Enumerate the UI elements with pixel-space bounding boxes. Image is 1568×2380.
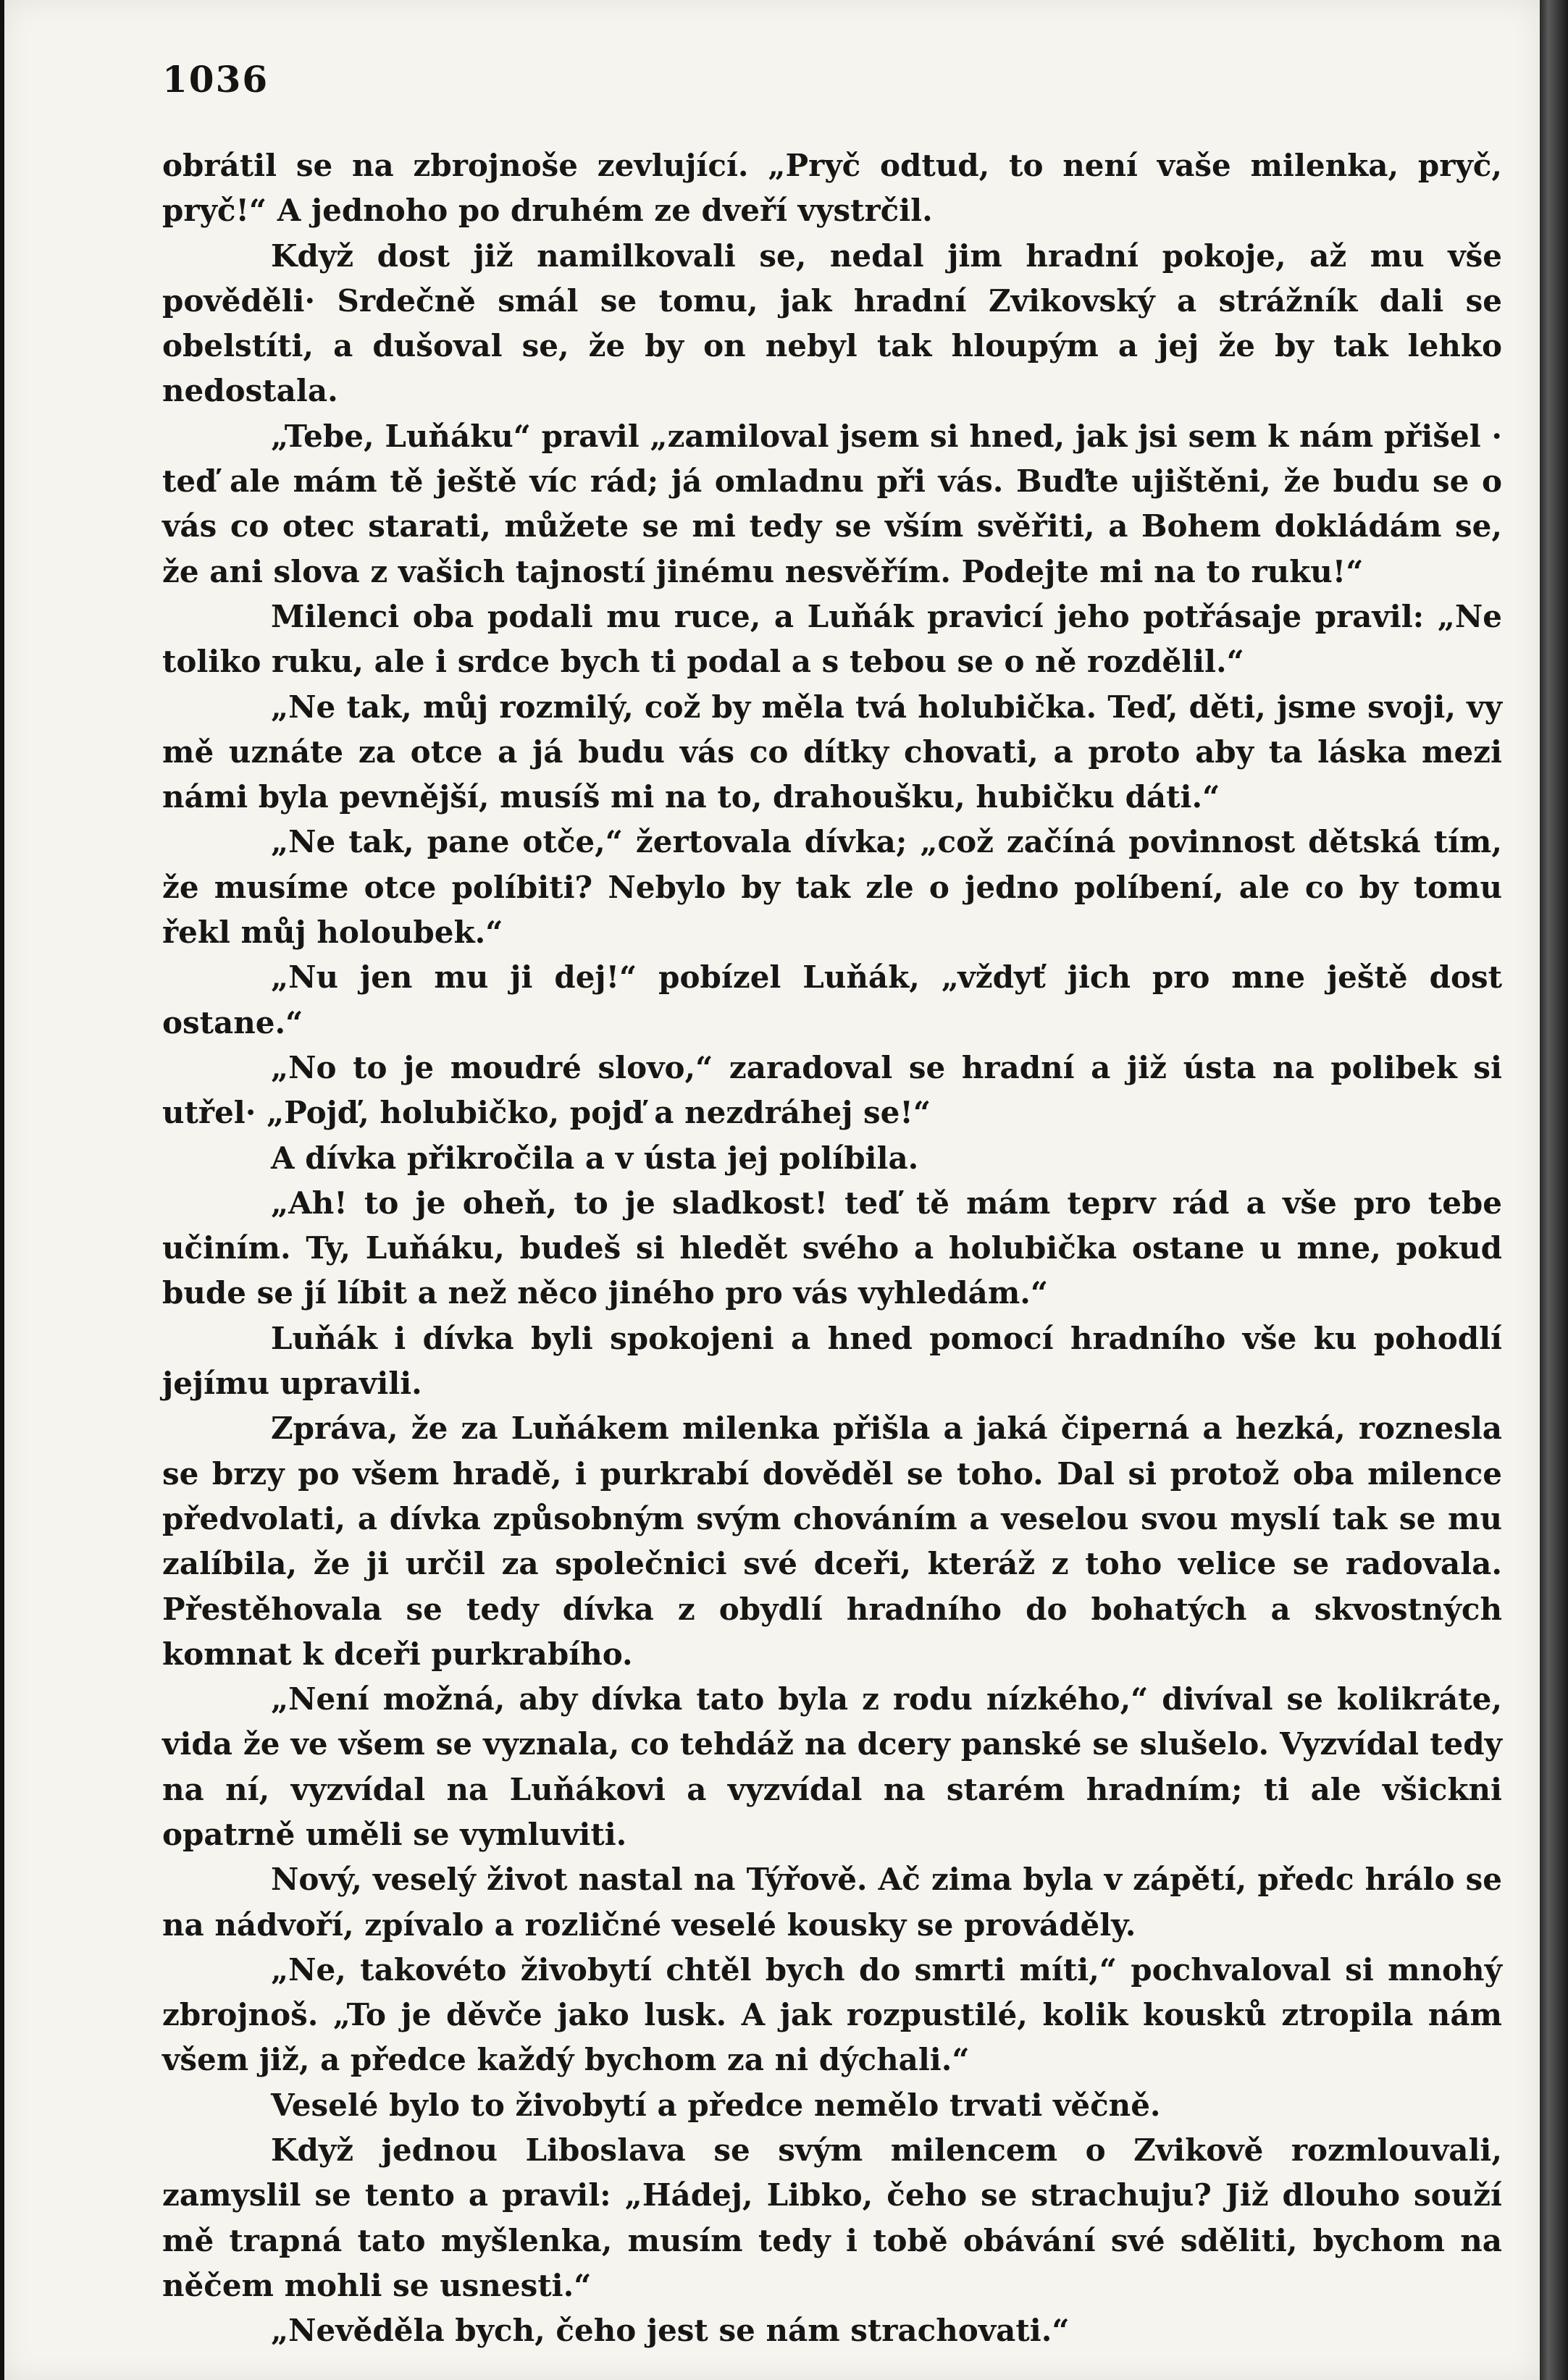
paragraph: obrátil se na zbrojnoše zevlující. „Pryč odtud, to není vaše milenka, pryč, pryč!“ A jednoho po druhém ze dveří vystrčil. (162, 148, 1502, 229)
paragraph: Když dost již namilkovali se, nedal jim hradní pokoje, až mu vše pověděli· Srdečně smál se tomu, jak hradní Zvikovský a strážník dali se obelstíti, a dušoval se, že by on nebyl tak hloupým a jej že by tak lehko nedostala. (162, 237, 1502, 409)
paragraph: „Ne tak, můj rozmilý, což by měla tvá holubička. Teď, děti, jsme svoji, vy mě uznáte za otce a já budu vás co dítky chovati, a proto aby ta láska mezi námi byla pevnější, musíš mi na to, drahoušku, hubičku dáti.“ (162, 689, 1502, 815)
paragraph: Veselé bylo to živobytí a předce nemělo trvati věčně. (271, 2087, 1161, 2123)
paragraph: Luňák i dívka byli spokojeni a hned pomocí hradního vše ku pohodlí jejímu upravili. (162, 1320, 1502, 1402)
paragraph: „Není možná, aby dívka tato byla z rodu nízkého,“ divíval se kolikráte, vida že ve všem se vyznala, co tehdáž na dcery panské se slušelo. Vyzvídal tedy na ní, vyzvídal na Luňákovi a vyzvídal na starém hradním; ti ale všickni opatrně uměli se vymluviti. (162, 1681, 1502, 1852)
paragraph: „Ah! to je oheň, to je sladkost! teď tě mám teprv rád a vše pro tebe učiním. Ty, Luňáku, budeš si hledět svého a holubička ostane u mne, pokud bude se jí líbit a než něco jiného pro vás vyhledám.“ (162, 1185, 1502, 1311)
paragraph: Když jednou Liboslava se svým milencem o Zvikově rozmlouvali, zamyslil se tento a pravil: „Hádej, Libko, čeho se strachuju? Již dlouho souží mě trapná tato myšlenka, musím tedy i tobě obávání své sděliti, bychom na něčem mohli se usnesti.“ (162, 2132, 1502, 2303)
paragraph: A dívka přikročila a v ústa jej políbila. (271, 1140, 919, 1176)
paragraph: „Ne, takovéto živobytí chtěl bych do smrti míti,“ pochvaloval si mnohý zbrojnoš. „To je děvče jako lusk. A jak rozpustilé, kolik kousků ztropila nám všem již, a předce každý bychom za ni dýchali.“ (162, 1951, 1502, 2078)
paragraph: „Nu jen mu ji dej!“ pobízel Luňák, „vždyť jich pro mne ještě dost ostane.“ (162, 959, 1502, 1040)
paragraph: „Tebe, Luňáku“ pravil „zamiloval jsem si hned, jak jsi sem k nám přišel · teď ale mám tě ještě víc rád; já omladnu při vás. Buďte ujištěni, že budu se o vás co otec starati, můžete se mi tedy se vším svěřiti, a Bohem dokládám se, že ani slova z vašich tajností jinému nesvěřím. Podejte mi na to ruku!“ (162, 418, 1502, 589)
paragraph: Milenci oba podali mu ruce, a Luňák pravicí jeho potřásaje pravil: „Ne toliko ruku, ale i srdce bych ti podal a s tebou se o ně rozdělil.“ (162, 598, 1502, 680)
paragraph: Nový, veselý život nastal na Týřově. Ač zima byla v zápětí, předc hrálo se na nádvoří, zpívalo a rozličné veselé kousky se prováděly. (162, 1862, 1502, 1943)
paragraph: „No to je moudré slovo,“ zaradoval se hradní a již ústa na polibek si utřel· „Pojď, holubičko, pojď a nezdráhej se!“ (162, 1049, 1502, 1131)
page-body-text (162, 143, 1502, 2354)
paragraph: „Nevěděla bych, čeho jest se nám strachovati.“ (271, 2313, 1070, 2349)
paragraph: Zpráva, že za Luňákem milenka přišla a jaká čiperná a hezká, roznesla se brzy po všem hradě, i purkrabí dověděl se toho. Dal si protož oba milence předvolati, a dívka způsobným svým chováním a veselou svou myslí tak se mu zalíbila, že ji určil za společnici své dceři, kteráž z toho velice se radovala. Přestěhovala se tedy dívka z obydlí hradního do bohatých a skvostných komnat k dceři purkrabího. (162, 1410, 1502, 1672)
paragraph: „Ne tak, pane otče,“ žertovala dívka; „což začíná povinnost dětská tím, že musíme otce políbiti? Nebylo by tak zle o jedno políbení, ale co by tomu řekl můj holoubek.“ (162, 824, 1502, 951)
page-number: 1036 (162, 58, 269, 101)
book-page (4, 0, 1540, 2380)
scan-right-edge (1540, 0, 1568, 2380)
